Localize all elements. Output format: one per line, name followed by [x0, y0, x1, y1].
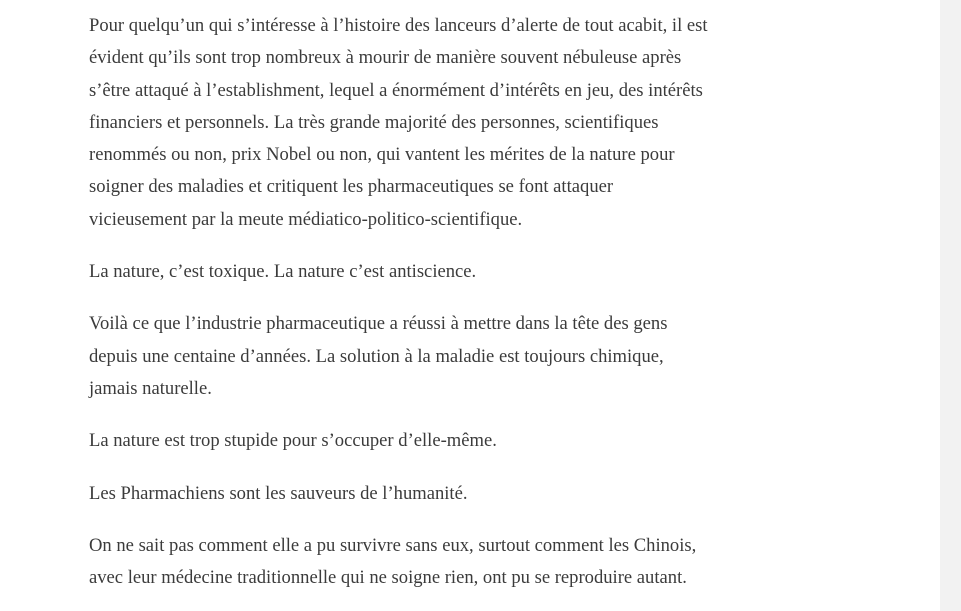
paragraph: La nature est trop stupide pour s’occuper d’elle-même. [89, 430, 497, 452]
paragraph: La nature, c’est toxique. La nature c’est antiscience. [89, 261, 477, 283]
article-body [89, 10, 864, 611]
page-scrollbar[interactable] [940, 0, 961, 611]
paragraph: Voilà ce que l’industrie pharmaceutique a réussi à mettre dans la tête des gens depuis une centaine d’années. La solution à la maladie est toujours chimique, jamais naturelle. [89, 313, 668, 399]
paragraph: Pour quelqu’un qui s’intéresse à l’histoire des lanceurs d’alerte de tout acabit, il est évident qu’ils sont trop nombreux à mourir de manière souvent nébuleuse après s’être attaqué à l’establishment, lequel a énormément d’intérêts en jeu, des intérêts financiers et personnels. La très grande majorité des personnes, scientifiques renommés ou non, prix Nobel ou non, qui vantent les mérites de la nature pour soigner des maladies et critiquent les pharmaceutiques se font attaquer vicieusement par la meute médiatico-politico-scientifique. [89, 15, 708, 230]
paragraph: Les Pharmachiens sont les sauveurs de l’humanité. [89, 482, 468, 504]
paragraph: On ne sait pas comment elle a pu survivre sans eux, surtout comment les Chinois, avec leur médecine traditionnelle qui ne soigne rien, ont pu se reproduire autant. [89, 534, 697, 589]
